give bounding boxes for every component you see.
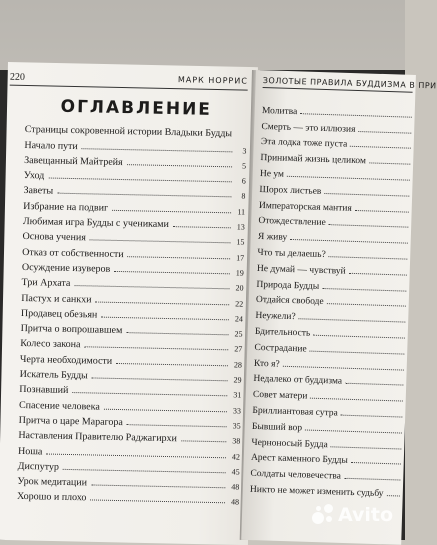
toc-entry-title: Черноносый Будда	[251, 437, 328, 450]
toc-entry-title: Не ум	[259, 168, 285, 180]
toc-entry-title: Недалеко от буддизма	[253, 374, 343, 387]
toc-leader-dots	[327, 303, 406, 306]
toc-entry-title: Притча о царе Марагора	[18, 414, 123, 429]
toc-leader-dots	[90, 240, 231, 244]
toc-entry-page: 5	[241, 161, 247, 171]
toc-entry-page: 48	[230, 497, 240, 507]
toc-leader-dots	[341, 415, 403, 418]
toc-leader-dots	[114, 271, 230, 274]
toc-leader-dots	[95, 301, 229, 305]
toc-entry-title: Отождествление	[258, 216, 326, 229]
toc-title: ОГЛАВЛЕНИЕ	[60, 96, 213, 120]
toc-entry-title: Солдаты человечества	[250, 468, 342, 482]
toc-leader-dots	[322, 288, 406, 292]
toc-entry-title: Совет матери	[252, 389, 308, 402]
toc-leader-dots	[350, 146, 411, 149]
toc-entry-title: Диспутур	[17, 460, 60, 473]
right-page-header: ЗОЛОТЫЕ ПРАВИЛА БУДДИЗМА В ПРИ	[263, 76, 413, 93]
toc-entry-title: Бриллиантовая сутра	[252, 405, 338, 419]
toc-entry-title: Природа Будды	[256, 279, 320, 292]
toc-leader-dots	[345, 383, 403, 386]
toc-entry-title: Притча о вопрошавшем	[20, 323, 123, 337]
toc-entry-title: Молитва	[261, 105, 298, 117]
toc-entry-page: 24	[234, 314, 243, 324]
toc-entry-title: Сострадание	[254, 342, 307, 355]
toc-entry-page: 19	[235, 268, 244, 278]
toc-entry-title: Арест каменного Будды	[250, 453, 348, 467]
toc-leader-dots	[128, 256, 231, 259]
toc-leader-dots	[116, 363, 228, 366]
toc-leader-dots	[127, 424, 227, 427]
toc-entry-title: Осуждение изуверов	[21, 261, 111, 275]
toc-leader-dots	[104, 408, 227, 412]
toc-leader-dots	[331, 446, 402, 449]
toc-entry-page: 29	[233, 375, 242, 385]
toc-leader-dots	[329, 256, 408, 259]
toc-entry-title: Бдительность	[254, 326, 311, 339]
toc-entry-page: 22	[235, 298, 244, 309]
toc-entry-title: Начало пути	[24, 139, 78, 152]
toc-leader-dots	[369, 163, 410, 165]
toc-leader-dots	[305, 429, 402, 433]
avito-watermark	[312, 504, 393, 526]
toc-entry-page: 35	[232, 421, 241, 431]
toc-leader-dots	[313, 335, 405, 339]
toc-entry-page: 38	[232, 436, 241, 446]
toc-list	[17, 120, 247, 507]
toc-entry-page: 8	[241, 192, 246, 202]
toc-entry-title: Кто я?	[253, 358, 280, 370]
toc-leader-dots	[351, 462, 401, 465]
toc-entry-title: Уход	[23, 170, 45, 182]
toc-leader-dots	[310, 398, 403, 402]
toc-entry-title: Неужели?	[255, 311, 296, 323]
toc-entry-title: Наставления Правителю Раджагирхи	[18, 430, 178, 445]
toc-entry-title: Отдайся свободе	[255, 295, 324, 308]
toc-leader-dots	[91, 485, 225, 489]
toc-entry-title: Заветы	[23, 185, 54, 198]
toc-entry-title: Страницы сокровенной истории Владыки Будды	[24, 124, 233, 140]
toc-entry-title: Бывший вор	[251, 421, 303, 434]
toc-entry-page: 33	[232, 406, 242, 416]
toc-entry-page: 25	[234, 329, 243, 339]
toc-entry-title: Смерть — это иллюзия	[261, 121, 356, 135]
right-page-content	[249, 76, 437, 499]
toc-leader-dots	[181, 441, 226, 443]
toc-entry-title: Что ты делаешь?	[257, 247, 326, 261]
toc-entry-title: Познавший	[19, 384, 69, 397]
avito-logo-icon	[312, 504, 334, 526]
toc-leader-dots	[90, 500, 225, 504]
toc-entry-title: Колесо закона	[20, 338, 81, 351]
toc-entry-title: Ноша	[17, 445, 43, 457]
toc-entry-title: Урок медитации	[17, 476, 88, 489]
toc-leader-dots	[344, 478, 401, 481]
toc-entry-title: Любимая игра Будды с учениками	[22, 216, 170, 231]
toc-entry-title: Я живу	[257, 232, 288, 244]
toc-entry-title: Три Архата	[21, 277, 71, 290]
toc-entry-title: Отказ от собственности	[22, 246, 124, 260]
toc-entry-title: Эта лодка тоже пуста	[260, 137, 348, 151]
toc-entry-page: 13	[236, 222, 245, 232]
toc-entry-title: Основа учения	[22, 231, 86, 244]
toc-entry-page: 11	[237, 207, 246, 217]
toc-entry-page: 28	[233, 360, 243, 370]
toc-leader-dots	[310, 350, 405, 354]
toc-entry-title: Черта необходимости	[19, 353, 113, 367]
toc-entry-title: Пастух и санкхи	[21, 292, 92, 305]
toc-leader-dots	[126, 332, 228, 335]
toc-leader-dots	[92, 377, 228, 381]
toc-leader-dots	[358, 131, 411, 134]
toc-leader-dots	[101, 316, 229, 320]
toc-entry-page: 3	[242, 146, 247, 156]
toc-entry-page: 6	[241, 176, 246, 186]
toc-entry-title: Никто не может изменить судьбу	[249, 484, 384, 499]
toc-leader-dots	[386, 495, 399, 496]
toc-entry-title: Продавец обезьян	[20, 307, 98, 321]
toc-entry-title: Хорошо и плохо	[16, 491, 87, 504]
toc-leader-dots	[349, 273, 407, 276]
toc-entry-page: 31	[233, 390, 242, 400]
toc-list-continued	[250, 100, 412, 499]
toc-entry-title: Шорох листьев	[259, 184, 322, 197]
left-page-content	[9, 71, 248, 507]
toc-entry-page: 42	[231, 451, 241, 462]
toc-entry-page: 48	[231, 482, 240, 492]
toc-leader-dots	[173, 226, 231, 228]
toc-entry-page: 20	[235, 283, 244, 293]
page-number: 220	[9, 71, 26, 83]
toc-entry-title: Принимай жизнь целиком	[260, 153, 367, 167]
toc-leader-dots	[127, 164, 232, 167]
toc-leader-dots	[84, 347, 228, 351]
toc-entry-title: Не думай — чувствуй	[256, 263, 346, 277]
toc-entry-title: Спасение человека	[18, 399, 100, 413]
toc-leader-dots	[112, 210, 231, 213]
toc-entry-page: 17	[236, 253, 245, 263]
running-head-author: МАРК НОРРИС	[177, 75, 248, 86]
toc-entry-page: 27	[234, 344, 243, 355]
toc-entry-title: Избрание на подвиг	[23, 200, 109, 214]
toc-leader-dots	[324, 193, 409, 197]
toc-leader-dots	[355, 210, 409, 213]
toc-entry-page: 15	[236, 237, 245, 247]
toc-entry-page: 45	[231, 467, 240, 477]
watermark-text: Avito	[337, 504, 393, 526]
toc-leader-dots	[329, 225, 409, 229]
toc-entry-title: Искатель Будды	[19, 368, 88, 382]
toc-entry-title: Императорская мантия	[258, 200, 352, 214]
toc-entry-title: Завещанный Майтрейя	[24, 154, 123, 168]
